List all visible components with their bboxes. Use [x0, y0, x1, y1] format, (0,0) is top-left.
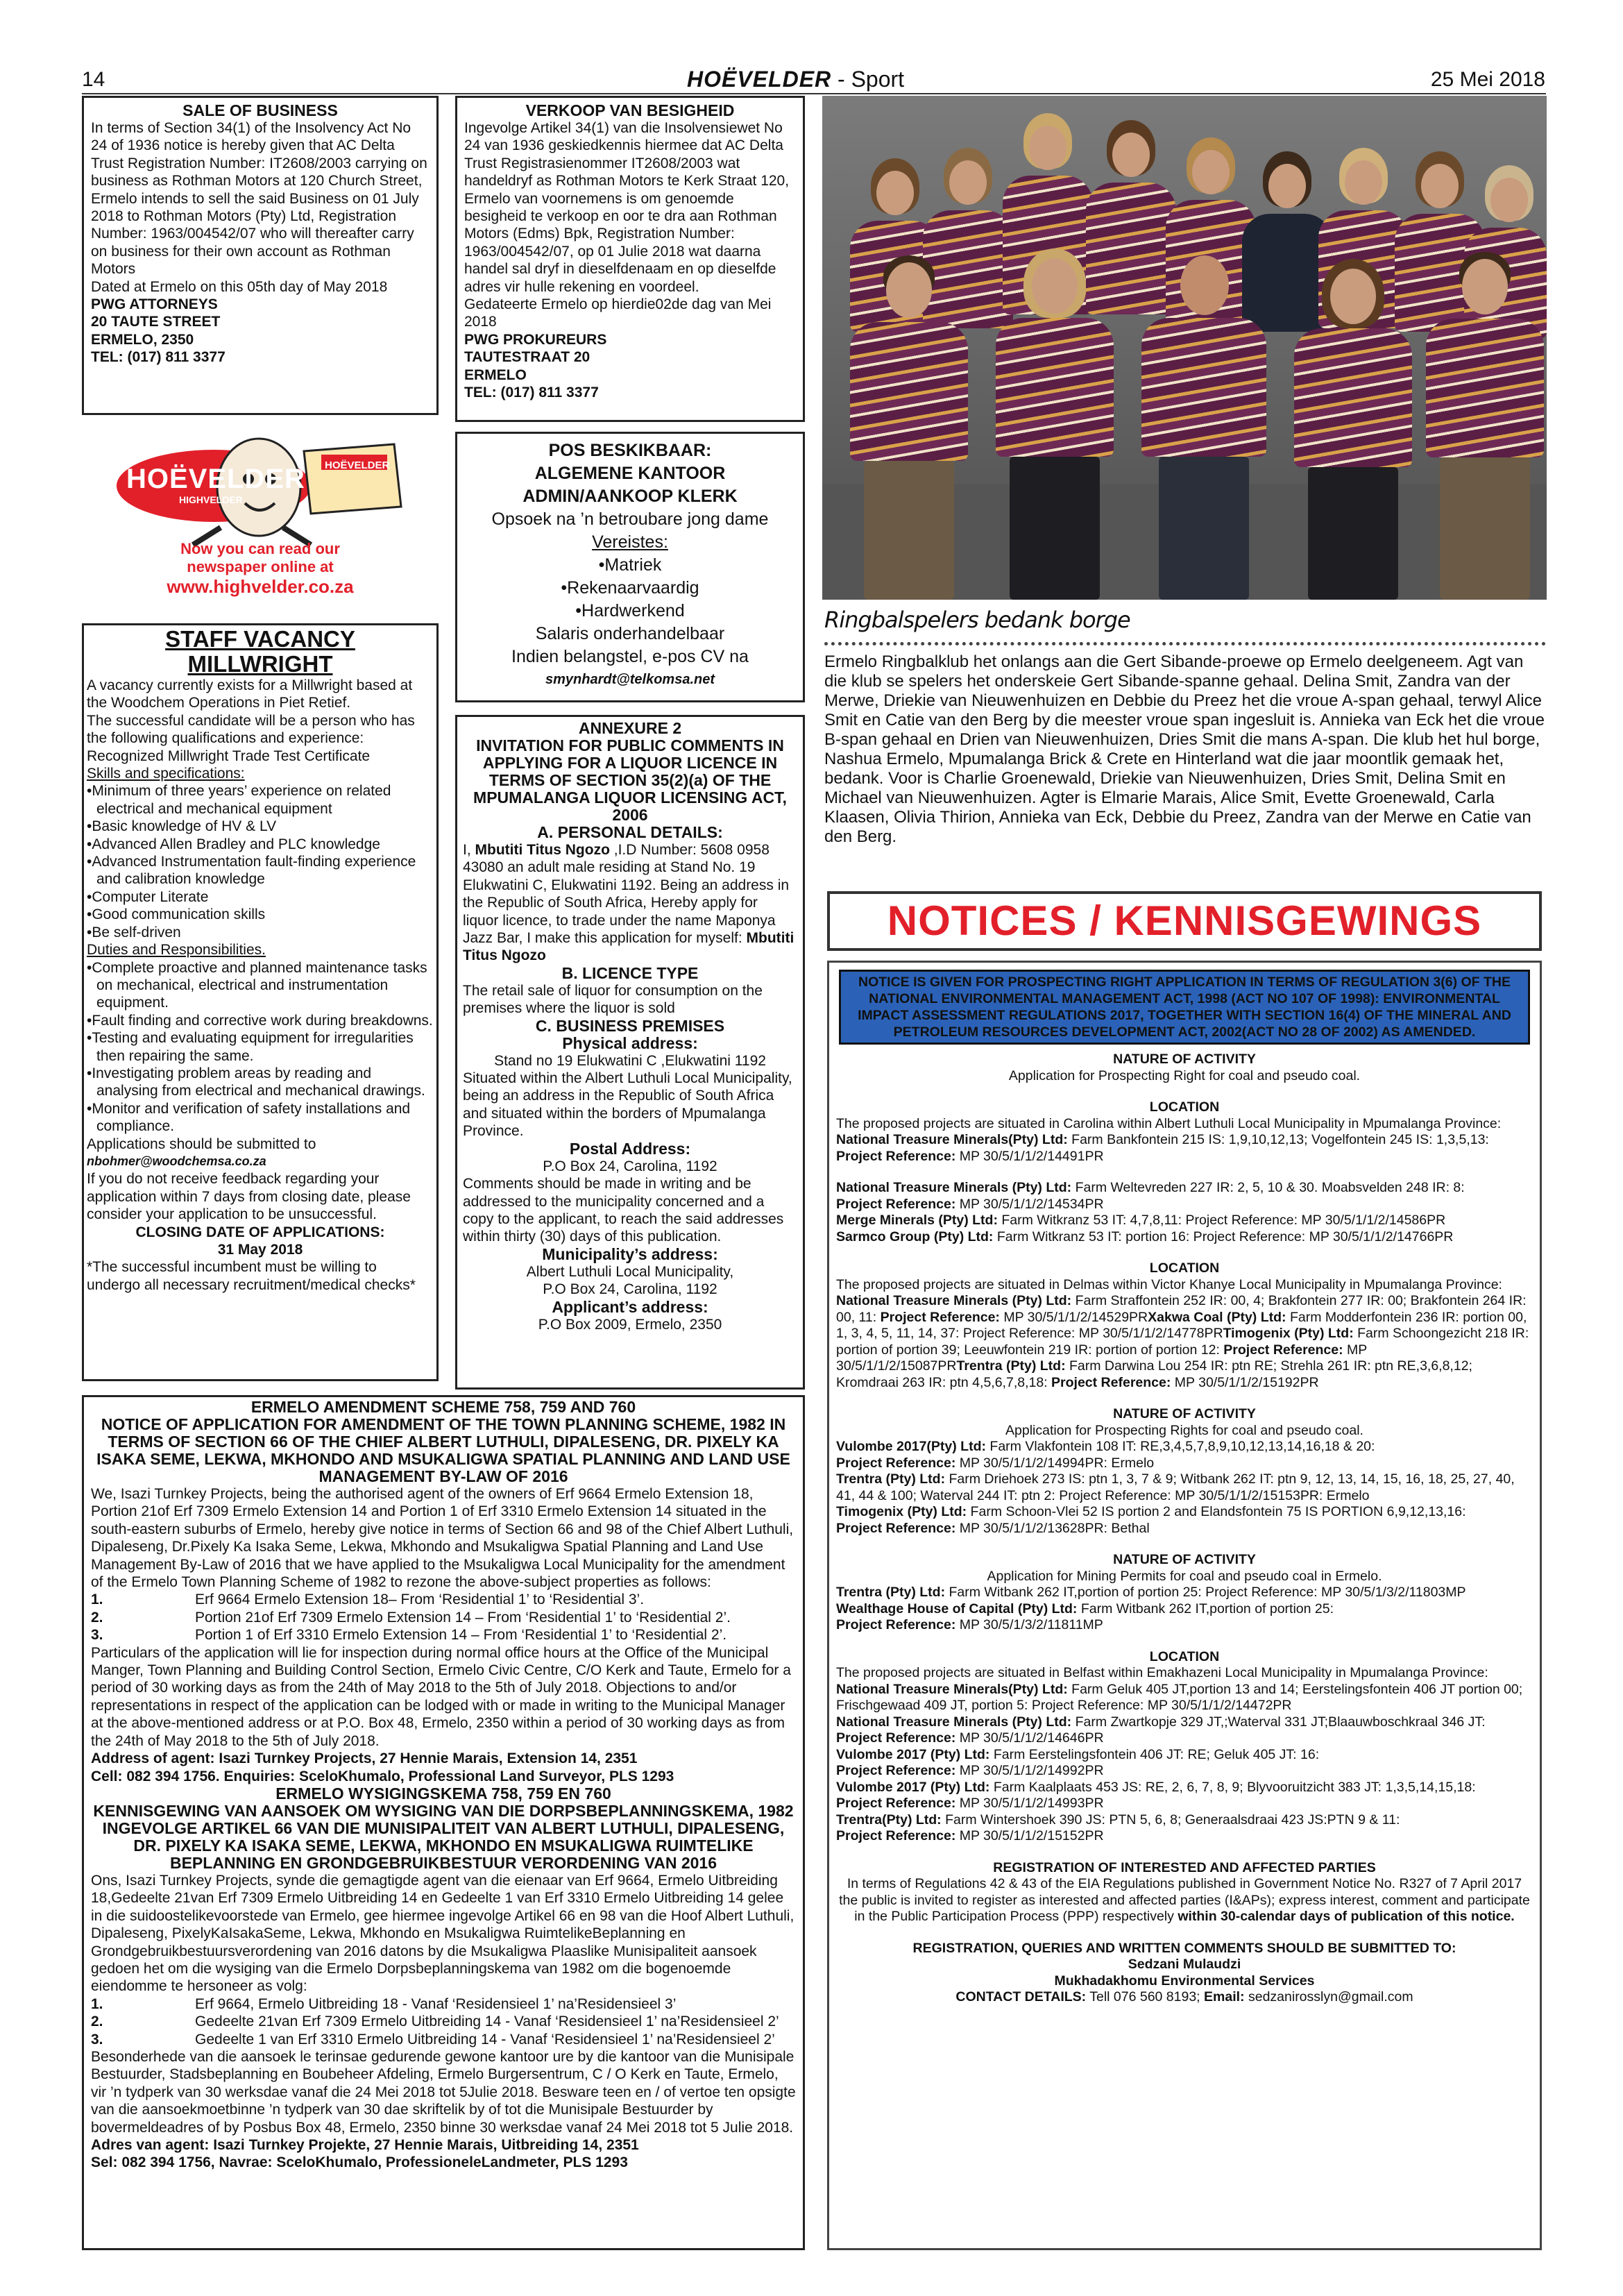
project-entry: [836, 1730, 1533, 1747]
loc-text: The proposed projects are situated in Delmas within Victor Khanye Local Municipality in Mpumalanga Province:: [836, 1276, 1502, 1292]
project-company: Trentra (Pty) Ltd:: [836, 1585, 946, 1600]
ermelo-list-item: [91, 1591, 796, 1608]
project-company: National Treasure Minerals (Pty) Ltd:: [836, 1293, 1072, 1308]
duty-item: •Investigating problem areas by reading and analysing from electrical and mechanical drawings.: [87, 1065, 425, 1099]
page-number: 14: [82, 68, 105, 91]
project-entry: [836, 1229, 1533, 1246]
clerk-email-link[interactable]: smynhardt@telkomsa.net: [545, 672, 715, 687]
promo-logo-sub: HIGHVELDER: [179, 494, 243, 505]
vacancy-title-2: MILLWRIGHT: [187, 651, 333, 677]
ermelo-agent-cell: Cell: 082 394 1756. Enquiries: SceloKhumalo, Professional Land Surveyor, PLS 1293: [91, 1768, 674, 1784]
contact-label: CONTACT DETAILS:: [955, 1989, 1087, 2004]
ermelo-para-2: Particulars of the application will lie for inspection during normal office hours at the Office of the Municipal Manger, Town Planning and Building Control Section, Ermelo Civic Centre, C/O Kerk and Taute, Ermelo for a period of 30 working days as from the 24th of May 2018 to the 5th of July 2018. Objections to and/or representations in respect of the application can be lodged with or made in writing to the Municipal Manager at the above-mentioned address or at P.O. Box 48, Ermelo, 2350 within a period of 30 working days as from the 24th of May 2018 to the 5th of July 2018.: [91, 1644, 791, 1749]
project-company: Project Reference:: [836, 1617, 956, 1632]
project-company: Merge Minerals (Pty) Ltd:: [836, 1213, 998, 1228]
player-figure: [1294, 259, 1412, 600]
annex-heading: INVITATION FOR PUBLIC COMMENTS IN APPLYING FOR A LIQUOR LICENCE IN TERMS OF SECTION 35(2)(a) OF THE MPUMALANGA LIQUOR LICENSING ACT, 2006: [473, 736, 787, 824]
notice-blue-header: NOTICE IS GIVEN FOR PROSPECTING RIGHT APPLICATION IN TERMS OF REGULATION 3(6) OF THE NATIONAL ENVIRONMENTAL MANAGEMENT ACT, 1998 (ACT NO 107 OF 1998): ENVIRONMENTAL IMPACT ASSESSMENT REGULATIONS 2017, TOGETHER WITH SECTION 16(4) OF THE MINERAL AND PETROLEUM RESOURCES DEVELOPMENT ACT, 2002(ACT NO 28 OF 2002) AS AMENDED.: [839, 970, 1530, 1045]
skill-item: •Computer Literate: [87, 888, 209, 905]
photo-story: Ermelo Ringbalklub het onlangs aan die Gert Sibande-proewe op Ermelo deelgeneem. Agt van die klub se spelers het onderskeie Gert Sibande-spanne gehaal. Delina Smit, Zandra van der Merwe, Driekie van Nieuwenhuizen en Debbie du Preez het die vroue A-span gehaal, terwyl Alice Smit en Catie van den Berg by die meester vroue span ingesluit is. Annieka van Eck het die vroue B-span gehaal en Drien van Nieuwenhuizen, Dries Smit die mans A-span. Die klub het hul borge, Nashua Ermelo, Mpumalanga Brick & Crete en Hinterland wat die jaar moontlik gemaak het, bedank. Voor is Charlie Groenewald, Driekie van Nieuwenhuizen, Dries Smit, Delina Smit en Michael van Nieuwenhuizen. Agter is Elmarie Marais, Alice Smit, Evette Groenewald, Carla Klaasen, Olivia Thirion, Annieka van Eck, Debbie du Preez, Zandra van der Merwe en Catie van den Berg.: [824, 652, 1545, 846]
project-company: Project Reference:: [836, 1520, 956, 1536]
registration-text: [836, 1876, 1533, 1925]
sale-dated: Dated at Ermelo on this 05th day of May 2018: [91, 278, 388, 295]
online-promo: [82, 423, 439, 604]
project-company: Trentra (Pty) Ltd:: [836, 1471, 946, 1487]
clerk-title-3: ADMIN/AANKOOP KLERK: [522, 487, 738, 506]
ermelo-list2-num: 1.: [91, 1995, 103, 2012]
verkoop-addr-line: PWG PROKUREURS: [464, 331, 607, 348]
project-entry: [836, 1747, 1533, 1764]
project-company: National Treasure Minerals(Pty) Ltd:: [836, 1681, 1068, 1697]
annex-a-pre: I,: [463, 842, 475, 858]
contact-company: Mukhadakhomu Environmental Services: [1054, 1973, 1315, 1989]
submit-heading: REGISTRATION, QUERIES AND WRITTEN COMMENTS SHOULD BE SUBMITTED TO:: [912, 1940, 1456, 1956]
player-figure: [1141, 248, 1266, 600]
ermelo-list-item: [91, 1609, 796, 1626]
noa-heading: NATURE OF ACTIVITY: [1113, 1552, 1256, 1567]
project-detail: MP 30/5/1/1/2/14992PR: [955, 1763, 1104, 1778]
ermelo-list-num: 2.: [91, 1609, 103, 1626]
contact-name: Sedzani Mulaudzi: [1128, 1957, 1241, 1972]
project-company: Project Reference:: [1223, 1342, 1343, 1358]
reg-body: In terms of Regulations 42 & 43 of the EIA Regulations published in Government Notice No. R327 of 7 April 2017 the public is invited to register as interested and affected parties (I&APs); express interest, comment and participate in the Public Participation Process (PPP) respectively: [839, 1876, 1530, 1924]
project-company: Project Reference:: [836, 1196, 956, 1212]
project-company: Timogenix (Pty) Ltd:: [836, 1504, 967, 1519]
loc-ref: MP 30/5/1/1/2/14491PR: [955, 1148, 1104, 1164]
project-detail: MP 30/5/1/1/2/14646PR: [955, 1730, 1104, 1746]
municipality-line-2: P.O Box 24, Carolina, 1192: [543, 1281, 717, 1298]
ermelo-list2-item: [91, 2013, 796, 2030]
project-detail: MP 30/5/1/1/2/13628PR: Bethal: [955, 1520, 1150, 1536]
duty-item: •Monitor and verification of safety installations and compliance.: [87, 1100, 411, 1135]
email-label: Email:: [1204, 1989, 1245, 2004]
sale-body: In terms of Section 34(1) of the Insolvency Act No 24 of 1936 notice is hereby given that AC Delta Trust Registration Number: IT2608/2003 carrying on business as Rothman Motors at 120 Church Street, Ermelo intends to sell the said Business on 01 July 2018 to Rothman Motors (Pty) Ltd, Registration Number: 1963/004542/07 who will thereafter carry on business for their own account as Rothman Motors: [91, 120, 427, 278]
project-entry: [836, 1682, 1533, 1714]
clerk-subtitle: Opsoek na ’n betroubare jong dame: [491, 509, 769, 529]
skill-item: •Basic knowledge of HV & LV: [87, 818, 277, 835]
location-para-2: [836, 1277, 1533, 1392]
verkoop-addr-line: TAUTESTRAAT 20: [464, 349, 590, 366]
duty-item: •Complete proactive and planned maintenance tasks on mechanical, electrical and instrumentation equipment.: [87, 959, 427, 1011]
vacancy-note: *The successful incumbent must be willing to undergo all necessary recruitment/medical checks*: [87, 1259, 416, 1293]
project-detail: Farm Witkranz 53 IT: portion 16: Project Reference: MP 30/5/1/1/2/14766PR: [993, 1229, 1454, 1244]
ermelo-amendment-scheme-notice: [82, 1395, 805, 2250]
verkoop-body: Ingevolge Artikel 34(1) van die Insolvensiewet No 24 van 1936 geskiedkennis hiermee dat AC Delta Trust Registrasienommer IT2608/2003 wat handeldryf as Rothman Motors te Kerk Straat 120, Ermelo van voornemens is om genoemde besigheid te verkoop en oor te dra aan Rothman Motors (Edms) Bpk, Registration Number: 1963/004542/07, op 01 Julie 2018 wat daarna handel sal dryf in dieselfdenaam en op dieselfde adres vir hulle rekening en voordeel.: [464, 120, 790, 295]
project-entry: [1051, 1375, 1319, 1390]
annex-b-heading: B. LICENCE TYPE: [561, 963, 699, 982]
noa-heading: NATURE OF ACTIVITY: [1113, 1406, 1256, 1421]
clerk-salary: Salaris onderhandelbaar: [535, 624, 725, 643]
ermelo-para-3: Ons, Isazi Turnkey Projects, synde die gemagtigde agent van die eienaar van Erf 9664, Ermelo Uitbreiding 18,Gedeelte 21van Erf 7309 Ermelo Uitbreiding 14 en Gedeelte 1 van Erf 3310 Ermelo Uitbreiding 14 gelee in die suidoostelikevoorstede van Ermelo, gee hiermee ingevolge Artikel 66 en 98 van die Hoof Albert Luthuli, Dipaleseng, PixelyKaIsakaSeme, Lekwa, Mkhondo en Msukaligwa RuimtelikeBeplanning en Grondgebruikbestuursverordening van 2016 datons by die Msukaligwa Plaaslike Munisipaliteit aansoek gedoen het om die wysiging van die Ermelo Dorpsbeplanningskema van 1982 om die bogenoemde eiendomme te hersoneer as volg:: [91, 1872, 794, 1995]
ermelo-list2-item: [91, 1995, 796, 2013]
duty-item: •Fault finding and corrective work during breakdowns.: [87, 1012, 433, 1029]
project-detail: Farm Modderfontein 236 IR: portion 00, 1, 3, 4, 5, 11, 14, 37: Project Reference: MP 30/5/1/1/2/14778PR: [836, 1309, 1527, 1341]
ermelo-para-1: We, Isazi Turnkey Projects, being the authorised agent of the owners of Erf 9664 Ermelo Extension 18, Portion 21of Erf 7309 Ermelo Extension 14 and Portion 1 of Erf 3310 Ermelo Extension 14 situated in the south-eastern suburbs of Ermelo, hereby give notice in terms of Section 66 and 98 of the Chief Albert Luthuli, Dipaleseng, Dr.Pixely Ka Isaka Seme, Lekwa, Mkhondo and Msukaligwa Spatial Planning and Land Use Management By-Law of 2016 that we have applied to the Msukaligwa Local Municipality for the amendment of the Ermelo Town Planning Scheme of 1982 to rezone the above-subject properties as follows:: [91, 1486, 794, 1591]
applicant-address: P.O Box 2009, Ermelo, 2350: [538, 1316, 722, 1333]
project-company: Project Reference:: [836, 1763, 956, 1778]
project-detail: Farm Schoon-Vlei 52 IS portion 2 and Elandsfontein 75 IS PORTION 6,9,12,13,16:: [967, 1504, 1466, 1519]
skills-heading: Skills and specifications:: [87, 766, 245, 782]
clerk-req-item: •Rekenaarvaardig: [561, 578, 699, 598]
contact-phone: Tell 076 560 8193;: [1086, 1989, 1205, 2004]
ermelo-list2-item: [91, 2031, 796, 2048]
municipality-heading: Municipality’s address:: [542, 1244, 718, 1263]
project-entry: [836, 1763, 1533, 1780]
annex-a-post: ,I.D Number: 5608 0958 43080 an adult male residing at Stand No. 19 Elukwatini C, Elukwatini 1192. Being an address in the Republic of South Africa, Hereby apply for liquor licence, to trade under the name Maponya Jazz Bar, I make this application for myself:: [463, 842, 790, 947]
closing-date: 31 May 2018: [217, 1242, 303, 1258]
ermelo-list2-text: Erf 9664, Ermelo Uitbreiding 18 - Vanaf ‘Residensieel 1’ na’Residensieel 3’: [195, 1995, 677, 2012]
ermelo-list2-num: 2.: [91, 2014, 103, 2030]
project-detail: Farm Darwina Lou 254 IR: ptn RE; Strehla 261 IR: ptn RE,3,6,8,12; Kromdraai 263 IR: ptn 4,5,6,7,8,18:: [836, 1358, 1472, 1390]
carolina-projects: [836, 1180, 1533, 1245]
notices-banner: NOTICES / KENNISGEWINGS: [827, 891, 1542, 951]
project-entry: [836, 1714, 1533, 1731]
annex-a-heading: A. PERSONAL DETAILS:: [537, 823, 723, 841]
staff-vacancy-millwright: [82, 623, 439, 1381]
ermelo-list2-num: 3.: [91, 2031, 103, 2048]
project-detail: Farm Schoongezicht 218 IR: portion of portion 39; Leeuwfontein 219 IR: portion of portion 12:: [836, 1326, 1529, 1358]
ermelo-list-item: [91, 1626, 796, 1644]
sale-addr-line: PWG ATTORNEYS: [91, 296, 218, 313]
postal-heading: Postal Address:: [569, 1139, 691, 1158]
noa-text-2: Application for Prospecting Rights for coal and pseudo coal.: [1005, 1422, 1363, 1438]
loc-company: National Treasure Minerals(Pty) Ltd:: [836, 1132, 1068, 1147]
vacancy-email-link[interactable]: nbohmer@woodchemsa.co.za: [87, 1154, 266, 1168]
noa-text-1: Application for Prospecting Right for coal and pseudo coal.: [1008, 1067, 1361, 1083]
annex-comments: Comments should be made in writing and be addressed to the municipality concerned and a copy to the applicant, to reach the said addresses within thirty (30) days of this publication.: [463, 1176, 784, 1245]
project-company: Vulombe 2017 (Pty) Ltd:: [836, 1746, 990, 1762]
postal-address: P.O Box 24, Carolina, 1192: [543, 1158, 717, 1174]
project-detail: Farm Witkranz 53 IT: 4,7,8,11: Project Reference: MP 30/5/1/1/2/14586PR: [997, 1213, 1446, 1228]
project-detail: Farm Witbank 262 IT,portion of portion 25: Project Reference: MP 30/5/1/3/2/11803MP: [945, 1585, 1466, 1600]
ermelo-list2-text: Gedeelte 1 van Erf 3310 Ermelo Uitbreiding 14 - Vanaf ‘Residensieel 1’ na’Residensieel 2’: [195, 2031, 775, 2048]
project-entry: [836, 1812, 1533, 1829]
player-figure: [1426, 252, 1544, 600]
project-company: Sarmco Group (Pty) Ltd:: [836, 1229, 994, 1244]
skill-item: •Advanced Allen Bradley and PLC knowledge: [87, 836, 380, 852]
verkoop-notice: [455, 96, 805, 422]
verkoop-title: VERKOOP VAN BESIGHEID: [525, 101, 735, 119]
project-detail: MP 30/5/1/1/2/15192PR: [1171, 1374, 1319, 1390]
project-company: Vulombe 2017 (Pty) Ltd:: [836, 1779, 990, 1795]
duty-item: •Testing and evaluating equipment for irregularities then repairing the same.: [87, 1030, 414, 1064]
project-detail: Farm Straffontein 252 IR: 00, 4; Brakfontein 277 IR: 00; Brakfontein 264 IR: 00, 11:: [836, 1293, 1527, 1325]
vacancy-feedback: If you do not receive feedback regarding your application within 7 days from closing date, please consider your application to be unsuccessful.: [87, 1171, 411, 1223]
project-detail: Farm Geluk 405 JT,portion 13 and 14; Eerstelingsfontein 406 JT portion 00; Frischgewaad 409 JT, portion 5: Project Reference: MP 30/5/1/1/2/14472PR: [836, 1681, 1523, 1713]
promo-line-1: Now you can read our: [180, 540, 340, 557]
project-detail: MP 30/5/1/1/2/14994PR: Ermelo: [955, 1455, 1155, 1471]
vacancy-title-1: STAFF VACANCY: [165, 626, 355, 652]
promo-paper-label: HOËVELDER: [325, 459, 390, 471]
project-entry: [836, 1617, 1533, 1634]
project-detail: Farm Eerstelingsfontein 406 JT: RE; Geluk 405 JT: 16:: [989, 1746, 1320, 1762]
location-para-5: The proposed projects are situated in Belfast within Emakhazeni Local Municipality in Mpumalanga Province:: [836, 1665, 1488, 1680]
project-detail: Farm Weltevreden 227 IR: 2, 5, 10 & 30. Moabsvelden 248 IR: 8:: [1071, 1180, 1465, 1195]
mining-permit-projects: [836, 1585, 1533, 1634]
vacancy-candidate: The successful candidate will be a person who has the following qualifications and experience: Recognized Millwright Trade Test Certificate: [87, 712, 415, 764]
physical-address-2: Situated within the Albert Luthuli Local Municipality, being an address in the Republic of South Africa and situated within the borders of Mpumalanga Province.: [463, 1070, 792, 1140]
project-detail: MP 30/5/1/1/2/14993PR: [955, 1796, 1104, 1811]
skill-item: •Minimum of three years’ experience on related electrical and mechanical equipment: [87, 783, 391, 817]
ermelo-list-num: 1.: [91, 1592, 103, 1608]
annex-title: ANNEXURE 2: [578, 719, 682, 737]
clerk-req-item: •Matriek: [598, 555, 662, 575]
clerk-title-2: ALGEMENE KANTOOR: [534, 464, 726, 483]
project-company: Project Reference:: [1051, 1374, 1171, 1390]
project-company: Project Reference:: [836, 1455, 956, 1471]
project-entry: [836, 1471, 1533, 1504]
project-detail: MP 30/5/1/1/2/15087PR: [836, 1342, 1367, 1374]
ermelo-heading-4: KENNISGEWING VAN AANSOEK OM WYSIGING VAN DIE DORPSBEPLANNINGSKEMA, 1982 INGEVOLGE ARTIKEL 66 VAN DIE MUNISIPALITEIT VAN ALBERT LUTHULI, DIPALESENG, DR. PIXELY KA ISAKA SEME, LEKWA, MKHONDO EN MSUKALIGWA RUIMTELIKE BEPLANNING EN GRONDGEBRUIKBESTUUR VERORDENING VAN 2016: [93, 1801, 794, 1872]
location-heading: LOCATION: [1149, 1648, 1220, 1664]
ermelo-list-text: Erf 9664 Ermelo Extension 18– From ‘Residential 1’ to ‘Residential 3’.: [195, 1592, 645, 1608]
header-rule: [82, 93, 1546, 94]
sale-of-business-notice: [82, 96, 439, 415]
project-entry: [836, 1796, 1533, 1812]
project-detail: Farm Kaalplaats 453 JS: RE, 2, 6, 7, 8, 9; Blyvooruitzicht 383 JT: 1,3,5,14,15,18:: [989, 1779, 1476, 1795]
team-photo: [822, 96, 1547, 600]
project-detail: MP 30/5/1/1/2/14529PR: [999, 1309, 1148, 1325]
project-company: Project Reference:: [880, 1309, 1000, 1325]
photo-caption: Ringbalspelers bedank borge: [824, 607, 1130, 633]
project-detail: Farm Vlakfontein 108 IT: RE,3,4,5,7,8,9,10,12,13,14,16,18 & 20:: [985, 1439, 1375, 1454]
ermelo-list-num: 3.: [91, 1627, 103, 1644]
location-heading: LOCATION: [1149, 1099, 1220, 1115]
player-figure: [850, 255, 968, 600]
applicant-heading: Applicant’s address:: [552, 1297, 708, 1316]
sale-title: SALE OF BUSINESS: [182, 101, 338, 119]
location-para-1: [836, 1116, 1533, 1165]
location-heading: LOCATION: [1149, 1260, 1220, 1276]
closing-heading: CLOSING DATE OF APPLICATIONS:: [135, 1224, 385, 1240]
project-detail: Farm Witbank 262 IT,portion of portion 25:: [1077, 1601, 1334, 1617]
physical-address: Stand no 19 Elukwatini C ,Elukwatini 1192: [494, 1052, 766, 1069]
prospecting-notice: [827, 961, 1542, 2250]
skill-item: •Good communication skills: [87, 906, 266, 923]
project-entry: [836, 1780, 1533, 1796]
annex-personal-details: [463, 841, 797, 965]
contact-details: [836, 1989, 1533, 2006]
project-entry: [836, 1504, 1533, 1521]
project-detail: MP 30/5/1/3/2/11811MP: [955, 1617, 1103, 1632]
municipality-line-1: Albert Luthuli Local Municipality,: [526, 1263, 734, 1280]
applicant-name: Mbutiti Titus Ngozo: [475, 842, 610, 858]
paper-name: HOËVELDER: [687, 67, 832, 92]
ermelo-agent-address-af: Adres van agent: Isazi Turnkey Projekte, 27 Hennie Marais, Uitbreiding 14, 2351: [91, 2137, 639, 2153]
project-detail: MP 30/5/1/1/2/14534PR: [955, 1196, 1104, 1212]
delmas-projects: [836, 1293, 1529, 1390]
project-detail: Farm Wintershoek 390 JS: PTN 5, 6, 8; Generaalsdraai 423 JS:PTN 9 & 11:: [941, 1812, 1400, 1827]
job-ad-clerk: [455, 432, 805, 702]
project-detail: Farm Zwartkopje 329 JT,;Waterval 331 JT;Blaauwboschkraal 346 JT:: [1071, 1714, 1486, 1730]
verkoop-addr-line: TEL: (017) 811 3377: [464, 385, 599, 401]
verkoop-addr-line: ERMELO: [464, 366, 527, 383]
player-figure: [996, 248, 1114, 600]
annex-licence-type: The retail sale of liquor for consumption on the premises where the liquor is sold: [463, 982, 763, 1017]
project-entry: [836, 1455, 1533, 1472]
project-company: Xakwa Coal (Pty) Ltd:: [1148, 1309, 1286, 1325]
ermelo-agent-cell-af: Sel: 082 394 1756, Navrae: SceloKhumalo, ProfessioneleLandmeter, PLS 1293: [91, 2154, 628, 2171]
project-detail: Farm Driehoek 273 IS: ptn 1, 3, 7 & 9; Witbank 262 IT: ptn 9, 12, 13, 14, 15, 16, 18, 25, 27, 40, 41, 44 & 100; Waterval 244 IT: ptn 2: Project Reference: MP 30/5/1/1/2/15153PR: Ermelo: [836, 1471, 1515, 1503]
project-company: Timogenix (Pty) Ltd:: [1223, 1326, 1354, 1341]
project-company: Trentra(Pty) Ltd:: [836, 1812, 942, 1827]
registration-heading: REGISTRATION OF INTERESTED AND AFFECTED PARTIES: [993, 1859, 1376, 1875]
annex-c-heading: C. BUSINESS PREMISES: [535, 1016, 725, 1035]
project-company: National Treasure Minerals (Pty) Ltd:: [836, 1180, 1072, 1195]
clerk-req-item: •Hardwerkend: [575, 601, 685, 621]
project-company: Vulombe 2017(Pty) Ltd:: [836, 1439, 986, 1454]
liquor-licence-notice: [455, 715, 805, 1390]
ermelo-list-text: Portion 21of Erf 7309 Ermelo Extension 14 – From ‘Residential 1’ to ‘Residential 2’.: [195, 1609, 731, 1626]
project-company: Project Reference:: [836, 1730, 956, 1746]
contact-email-link[interactable]: sedzanirosslyn@gmail.com: [1244, 1989, 1413, 2004]
project-detail: MP 30/5/1/1/2/15152PR: [955, 1828, 1104, 1843]
ermelo-bethal-projects: [836, 1439, 1533, 1537]
sale-addr-line: 20 TAUTE STREET: [91, 314, 221, 330]
ermelo-list-text: Portion 1 of Erf 3310 Ermelo Extension 14 – From ‘Residential 1’ to ‘Residential 2’.: [195, 1627, 727, 1644]
project-company: National Treasure Minerals (Pty) Ltd:: [836, 1714, 1072, 1730]
loc-farm: Farm Bankfontein 215 IS: 1,9,10,12,13; Vogelfontein 245 IS: 1,3,5,13:: [1067, 1132, 1489, 1147]
promo-line-2: newspaper online at: [187, 558, 334, 575]
ermelo-heading-1: ERMELO AMENDMENT SCHEME 758, 759 AND 760: [250, 1398, 636, 1416]
duties-heading: Duties and Responsibilities.: [87, 942, 266, 959]
project-entry: [836, 1521, 1533, 1537]
project-entry: [836, 1180, 1533, 1197]
clerk-apply: Indien belangstel, e-pos CV na: [511, 647, 749, 666]
ermelo-list2-text: Gedeelte 21van Erf 7309 Ermelo Uitbreiding 14 - Vanaf ‘Residensieel 1’ na’Residensieel 2’: [195, 2014, 779, 2030]
project-entry: [836, 1828, 1533, 1845]
ermelo-para-4: Besonderhede van die aansoek le terinsae gedurende gewone kantoor ure by die kantoor van die Munisipale Bestuurder, Stadsbeplanning en Boubeheer Afdeling, Ermelo Burgersentrum, C / O Kerk en Taute, Ermelo, vir ’n tydperk van 30 werksdae vanaf die 24 Mei 2018 tot 5Julie 2018. Besware teen en / of vertoe ten opsigte van die aansoekmoetbinne ’n tydperk van 30 dae skriftelik by of tot die Munisipale Bestuurder by bovermeldeadres of by Posbus Box 48, Ermelo, 2350 binne 30 werksdae vanaf 24 Mei 2018 tot 5 Julie 2018.: [91, 2048, 796, 2136]
sale-addr-line: ERMELO, 2350: [91, 331, 194, 348]
clerk-req-heading: Vereistes:: [592, 532, 668, 552]
promo-url-link[interactable]: www.highvelder.co.za: [167, 576, 354, 597]
sale-addr-line: TEL: (017) 811 3377: [91, 349, 226, 366]
project-company: Wealthage House of Capital (Pty) Ltd:: [836, 1601, 1078, 1617]
project-entry: [881, 1310, 1148, 1325]
project-entry: [836, 1197, 1533, 1213]
ermelo-heading-3: ERMELO WYSIGINGSKEMA 758, 759 EN 760: [275, 1784, 611, 1803]
clerk-title-1: POS BESKIKBAAR:: [548, 441, 712, 460]
project-entry: [836, 1601, 1533, 1618]
project-company: Project Reference:: [836, 1796, 956, 1811]
vacancy-apply: Applications should be submitted to: [87, 1136, 316, 1152]
belfast-projects: [836, 1682, 1533, 1845]
caption-dotted-rule: [824, 642, 1546, 645]
physical-heading: Physical address:: [562, 1033, 698, 1052]
promo-logo: HOËVELDER: [126, 464, 305, 494]
project-entry: [836, 1213, 1533, 1229]
ermelo-agent-address: Address of agent: Isazi Turnkey Projects, 27 Hennie Marais, Extension 14, 2351: [91, 1750, 638, 1767]
project-company: Project Reference:: [836, 1828, 956, 1843]
loc-text: The proposed projects are situated in Carolina within Albert Luthuli Local Municipality in Mpumalanga Province:: [836, 1115, 1502, 1131]
skill-item: •Advanced Instrumentation fault-finding experience and calibration knowledge: [87, 854, 416, 888]
reg-deadline: within 30-calendar days of publication of this notice.: [1178, 1909, 1515, 1924]
skill-item: •Be self-driven: [87, 924, 181, 940]
noa-text-3: Application for Mining Permits for coal and pseudo coal in Ermelo.: [987, 1568, 1382, 1584]
loc-ref-label: Project Reference:: [836, 1148, 956, 1164]
masthead: [687, 67, 904, 92]
project-company: Trentra (Pty) Ltd:: [956, 1358, 1066, 1374]
vacancy-intro: A vacancy currently exists for a Millwright based at the Woodchem Operations in Piet Retief.: [87, 677, 413, 711]
section-name: - Sport: [838, 67, 905, 92]
ermelo-heading-2: NOTICE OF APPLICATION FOR AMENDMENT OF THE TOWN PLANNING SCHEME, 1982 IN TERMS OF SECTION 66 OF THE CHIEF ALBERT LUTHULI, DIPALESENG, DR. PIXELY KA ISAKA SEME, LEKWA, MKHONDO AND MSUKALIGWA SPATIAL PLANNING AND LAND USE MANAGEMENT BY-LAW OF 2016: [96, 1415, 790, 1485]
verkoop-dated: Gedateerte Ermelo op hierdie02de dag van Mei 2018: [464, 296, 772, 330]
project-entry: [836, 1585, 1533, 1601]
issue-date: 25 Mei 2018: [1430, 68, 1545, 91]
applicant-name-2: Mbutiti Titus Ngozo: [463, 930, 794, 964]
project-entry: [836, 1439, 1533, 1455]
noa-heading: NATURE OF ACTIVITY: [1113, 1052, 1256, 1067]
